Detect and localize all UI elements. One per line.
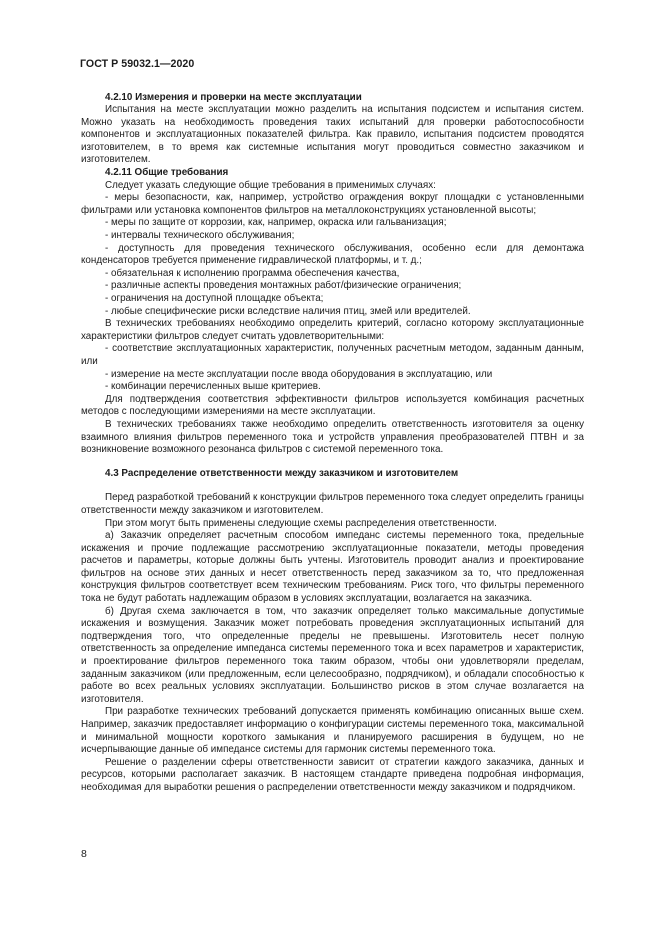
list-item: - доступность для проведения технического обслуживания, особенно если для демонтажа конденсаторов требуется применение гидравлической платформы, и т. д.; <box>81 242 584 267</box>
paragraph: В технических требованиях также необходимо определить ответственность изготовителя за оценку взаимного влияния фильтров переменного тока и устройств управления преобразователей ПТВН и за возникновение возможного резонанса фильтров с системой переменного тока. <box>81 418 584 456</box>
document-body <box>81 92 584 795</box>
list-item: - любые специфические риски вследствие наличия птиц, змей или вредителей. <box>105 305 471 317</box>
list-item: - измерение на месте эксплуатации после ввода оборудования в эксплуатацию, или <box>105 368 493 380</box>
paragraph: Для подтверждения соответствия эффективности фильтров используется комбинация расчетных методов с последующими измерениями на месте эксплуатации. <box>81 393 584 418</box>
section-heading-4-2-10: 4.2.10 Измерения и проверки на месте эксплуатации <box>105 91 362 103</box>
paragraph: Перед разработкой требований к конструкции фильтров переменного тока следует определить границы ответственности между заказчиком и изготовителем. <box>81 492 584 516</box>
paragraph: В технических требованиях необходимо определить критерий, согласно которому эксплуатационные характеристики фильтров следует считать удовлетворительными: <box>81 318 584 342</box>
list-item: - различные аспекты проведения монтажных работ/физические ограничения; <box>105 280 462 292</box>
list-item: - меры безопасности, как, например, устройство ограждения вокруг площадки с установленными фильтрами или установка компонентов фильтров на металлоконструкциях установленной высоты; <box>81 192 584 216</box>
paragraph: Решение о разделении сферы ответственности зависит от стратегии каждого заказчика, данных и ресурсов, которыми располагает заказчик. В настоящем стандарте приведена подробная информация, необходимая для выработки решения о распределении ответственности между заказчиком и подрядчиком. <box>81 756 584 793</box>
list-item: - интервалы технического обслуживания; <box>105 230 295 242</box>
paragraph: При разработке технических требований допускается применять комбинацию описанных выше схем. Например, заказчик предоставляет информацию о конфигурации системы переменного тока, максимальной и минимальной мощности короткого замыкания и планируемого расширения в будущем, но не исчерпывающие данные об импедансе системы для гармоник системы переменного тока. <box>81 706 584 756</box>
list-item: - соответствие эксплуатационных характеристик, полученных расчетным методом, заданным данным, или <box>81 343 584 367</box>
list-item: - ограничения на доступной площадке объекта; <box>105 293 324 304</box>
list-item: - комбинации перечисленных выше критериев. <box>105 381 321 393</box>
paragraph-scheme-a: а) Заказчик определяет расчетным способом импеданс системы переменного тока, предельные искажения и прочие подлежащие рассмотрению эксплуатационные показатели, методы проведения расчетов и параметры, которые должны быть учтены. Изготовитель проводит анализ и проектирование фильтров на основе этих данных и несет ответственность перед заказчиком за то, что предложенная конструкция фильтров соответствует всем техническим требованиям. Риск того, что фильтры переменного тока не будут работать надлежащим образом в условиях эксплуатации, возлагается на заказчика. <box>81 530 584 605</box>
section-heading-4-2-11: 4.2.11 Общие требования <box>105 167 229 179</box>
list-item: - меры по защите от коррозии, как, например, окраска или гальванизация; <box>105 217 447 229</box>
section-heading-4-3: 4.3 Распределение ответственности между заказчиком и изготовителем <box>105 467 459 479</box>
page-number: 8 <box>81 848 87 860</box>
paragraph: При этом могут быть применены следующие схемы распределения ответственности. <box>105 517 497 529</box>
paragraph-scheme-b: б) Другая схема заключается в том, что заказчик определяет только максимальные допустимые искажения и возмущения. Заказчик может потребовать проведения эксплуатационных испытаний для подтверждения того, что определенные пределы не превышены. Изготовитель несет полную ответственность за определение импеданса системы переменного тока и всех параметров и характеристик, и проектирование фильтров переменного тока таким образом, чтобы они удовлетворяли пределам, заданным заказчиком (или предложенным, если целесообразно, подрядчиком), и обладали способностью к работе во всех реальных условиях эксплуатации. Большинство рисков в этом случае возлагается на изготовителя. <box>81 605 584 705</box>
document-header: ГОСТ Р 59032.1—2020 <box>80 58 195 70</box>
paragraph: Испытания на месте эксплуатации можно разделить на испытания подсистем и испытания систем. Можно указать на необходимость проведения таких испытаний для проверки работоспособности компонентов и эксплуатационных показателей фильтра. Как правило, испытания подсистем проводятся изготовителем, в то время как системные испытания могут проводиться совместно заказчиком и изготовителем. <box>81 104 584 166</box>
list-item: - обязательная к исполнению программа обеспечения качества, <box>105 267 400 279</box>
paragraph: Следует указать следующие общие требования в применимых случаях: <box>105 179 436 191</box>
